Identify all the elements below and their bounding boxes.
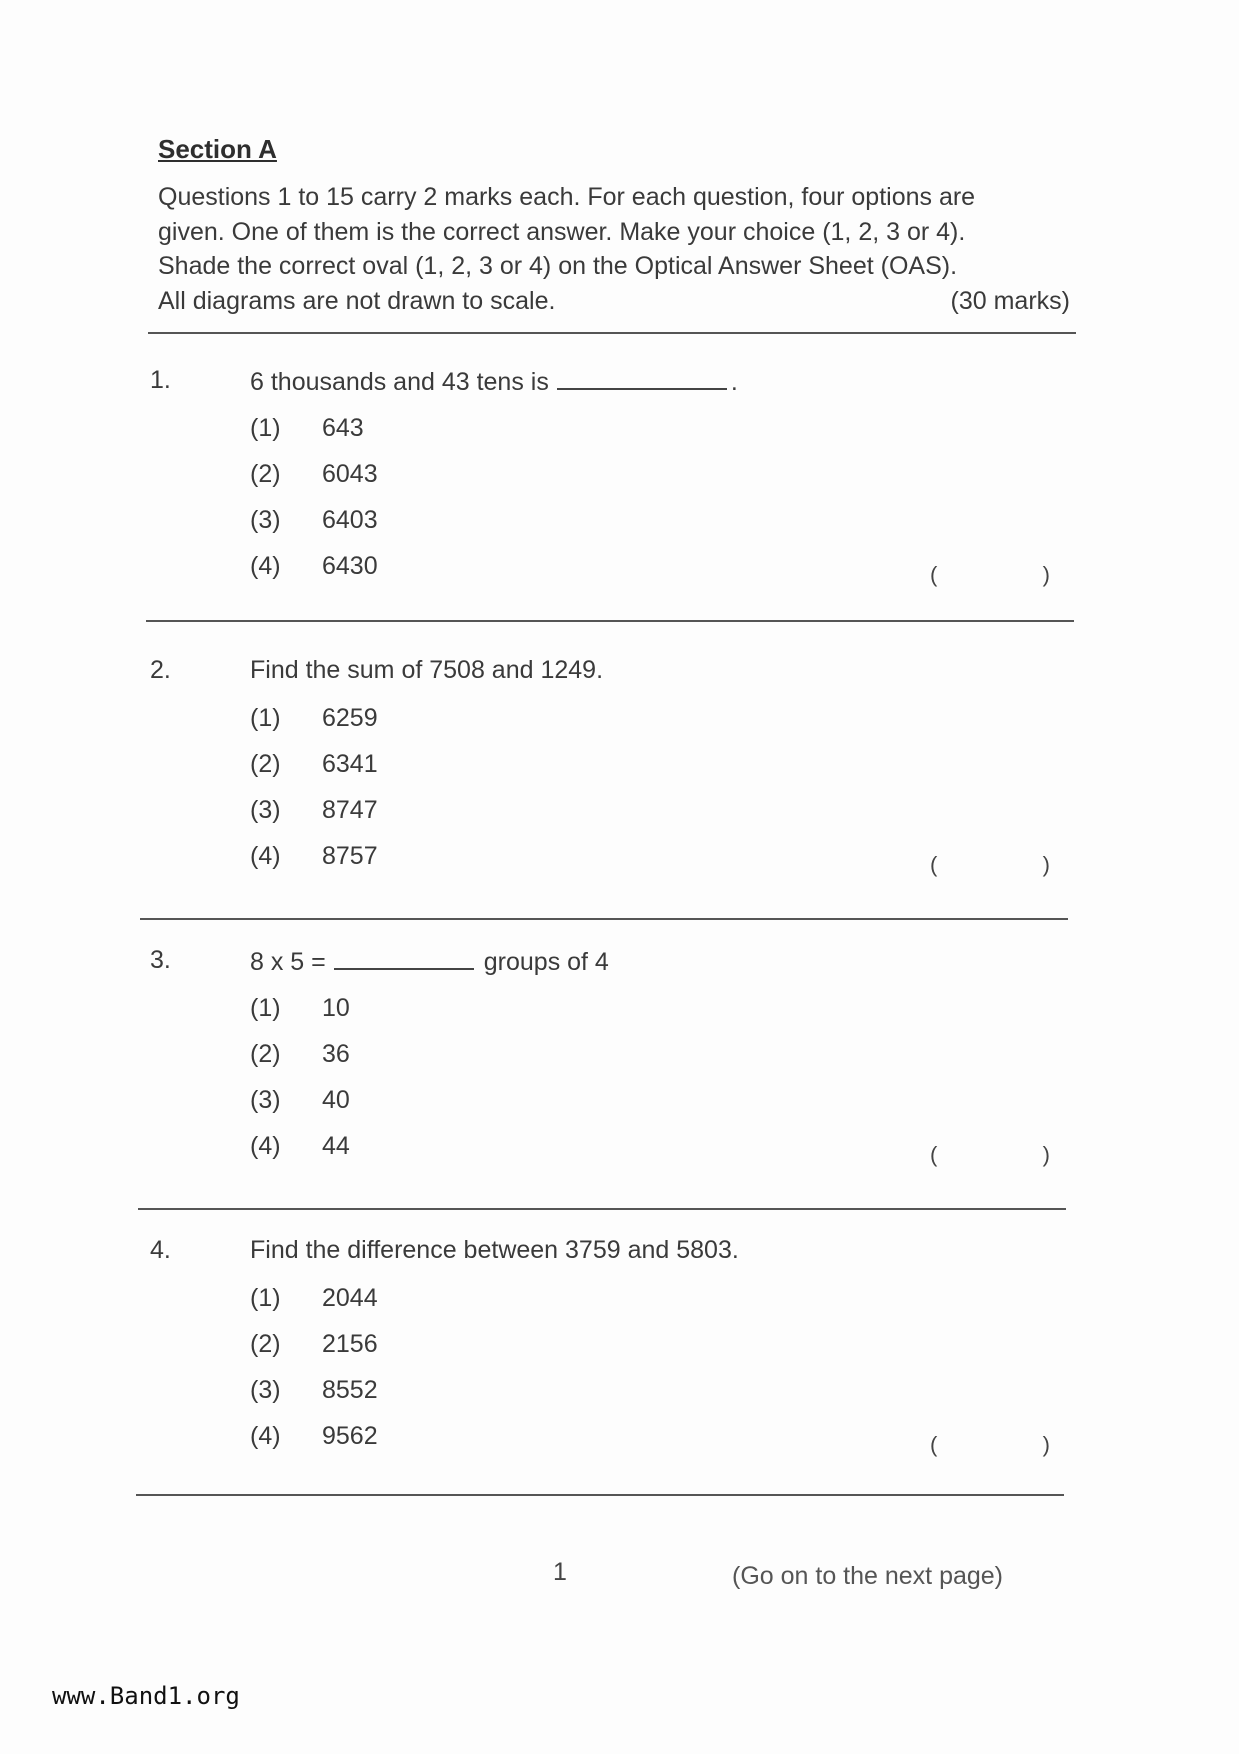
question-number: 1.: [150, 366, 171, 394]
answer-bracket: [930, 562, 1050, 588]
question-stem: [250, 366, 738, 397]
option-value: 6341: [322, 750, 378, 778]
watermark: www.Band1.org: [52, 1682, 240, 1710]
next-page-note: (Go on to the next page): [732, 1562, 1004, 1590]
option-1: [250, 414, 378, 460]
option-3: [250, 1086, 350, 1132]
stem-text-after: groups of 4: [483, 948, 609, 976]
option-list: [250, 414, 378, 598]
instruction-line: Questions 1 to 15 carry 2 marks each. For each question, four options are: [158, 183, 976, 211]
option-4: [250, 1422, 378, 1468]
question-4: [150, 1236, 1070, 1486]
total-marks: (30 marks): [950, 286, 1070, 315]
question-1: [150, 366, 1070, 616]
option-1: [250, 704, 378, 750]
option-label: (4): [250, 842, 281, 870]
option-label: (1): [250, 1284, 281, 1312]
question-stem: Find the sum of 7508 and 1249.: [250, 656, 604, 684]
option-value: 8747: [322, 796, 378, 824]
option-label: (2): [250, 1040, 281, 1068]
instruction-line: given. One of them is the correct answer. Make your choice (1, 2, 3 or 4).: [158, 217, 966, 246]
option-value: 36: [322, 1040, 350, 1068]
option-3: [250, 506, 378, 552]
page-number: 1: [553, 1558, 567, 1586]
option-value: 8552: [322, 1376, 378, 1404]
option-value: 6430: [322, 552, 378, 580]
option-2: [250, 750, 378, 796]
option-label: (1): [250, 994, 281, 1022]
option-list: [250, 704, 378, 888]
option-label: (4): [250, 552, 281, 580]
option-value: 2156: [322, 1330, 378, 1358]
question-stem: [250, 946, 609, 977]
option-value: 6403: [322, 506, 378, 534]
option-label: (3): [250, 796, 281, 824]
option-list: [250, 1284, 378, 1468]
option-2: [250, 1040, 350, 1086]
bracket-close: ): [1042, 562, 1050, 587]
option-label: (2): [250, 460, 281, 488]
question-stem: Find the difference between 3759 and 5803.: [250, 1236, 739, 1264]
option-label: (4): [250, 1422, 281, 1450]
option-4: [250, 1132, 350, 1178]
option-value: 6259: [322, 704, 378, 732]
question-3: [150, 946, 1070, 1196]
answer-bracket: [930, 1142, 1050, 1168]
option-value: 44: [322, 1132, 350, 1160]
option-value: 643: [322, 414, 364, 442]
instruction-line: [158, 284, 1070, 319]
option-value: 40: [322, 1086, 350, 1114]
answer-bracket: [930, 1432, 1050, 1458]
option-2: [250, 1330, 378, 1376]
bracket-open: (: [930, 562, 938, 587]
bracket-open: (: [930, 1432, 938, 1457]
option-2: [250, 460, 378, 506]
bracket-close: ): [1042, 852, 1050, 877]
option-label: (1): [250, 704, 281, 732]
section-instructions: [158, 180, 1070, 318]
stem-text: 8 x 5 =: [250, 948, 326, 976]
option-label: (3): [250, 1086, 281, 1114]
stem-text-after: .: [730, 368, 738, 396]
option-list: [250, 994, 350, 1178]
option-3: [250, 1376, 378, 1422]
section-title: Section A: [158, 134, 277, 164]
answer-bracket: [930, 852, 1050, 878]
question-number: 3.: [150, 946, 171, 974]
scale-note: All diagrams are not drawn to scale.: [158, 286, 556, 315]
divider: [148, 332, 1076, 334]
question-number: 2.: [150, 656, 171, 684]
bracket-open: (: [930, 852, 938, 877]
option-label: (4): [250, 1132, 281, 1160]
bracket-close: ): [1042, 1142, 1050, 1167]
divider: [140, 918, 1068, 920]
stem-text: 6 thousands and 43 tens is: [250, 368, 549, 396]
bracket-open: (: [930, 1142, 938, 1167]
option-value: 8757: [322, 842, 378, 870]
option-value: 10: [322, 994, 350, 1022]
bracket-close: ): [1042, 1432, 1050, 1457]
answer-blank: [557, 366, 727, 390]
instruction-line: Shade the correct oval (1, 2, 3 or 4) on the Optical Answer Sheet (OAS).: [158, 252, 958, 280]
option-3: [250, 796, 378, 842]
option-1: [250, 1284, 378, 1330]
question-number: 4.: [150, 1236, 171, 1264]
option-label: (2): [250, 1330, 281, 1358]
option-value: 2044: [322, 1284, 378, 1312]
option-4: [250, 842, 378, 888]
divider: [138, 1208, 1066, 1210]
question-2: [150, 656, 1070, 906]
divider: [146, 620, 1074, 622]
option-4: [250, 552, 378, 598]
option-label: (3): [250, 506, 281, 534]
option-1: [250, 994, 350, 1040]
divider: [136, 1494, 1064, 1496]
option-value: 9562: [322, 1422, 378, 1450]
option-label: (3): [250, 1376, 281, 1404]
option-label: (2): [250, 750, 281, 778]
answer-blank: [334, 946, 474, 970]
option-label: (1): [250, 414, 281, 442]
option-value: 6043: [322, 460, 378, 488]
